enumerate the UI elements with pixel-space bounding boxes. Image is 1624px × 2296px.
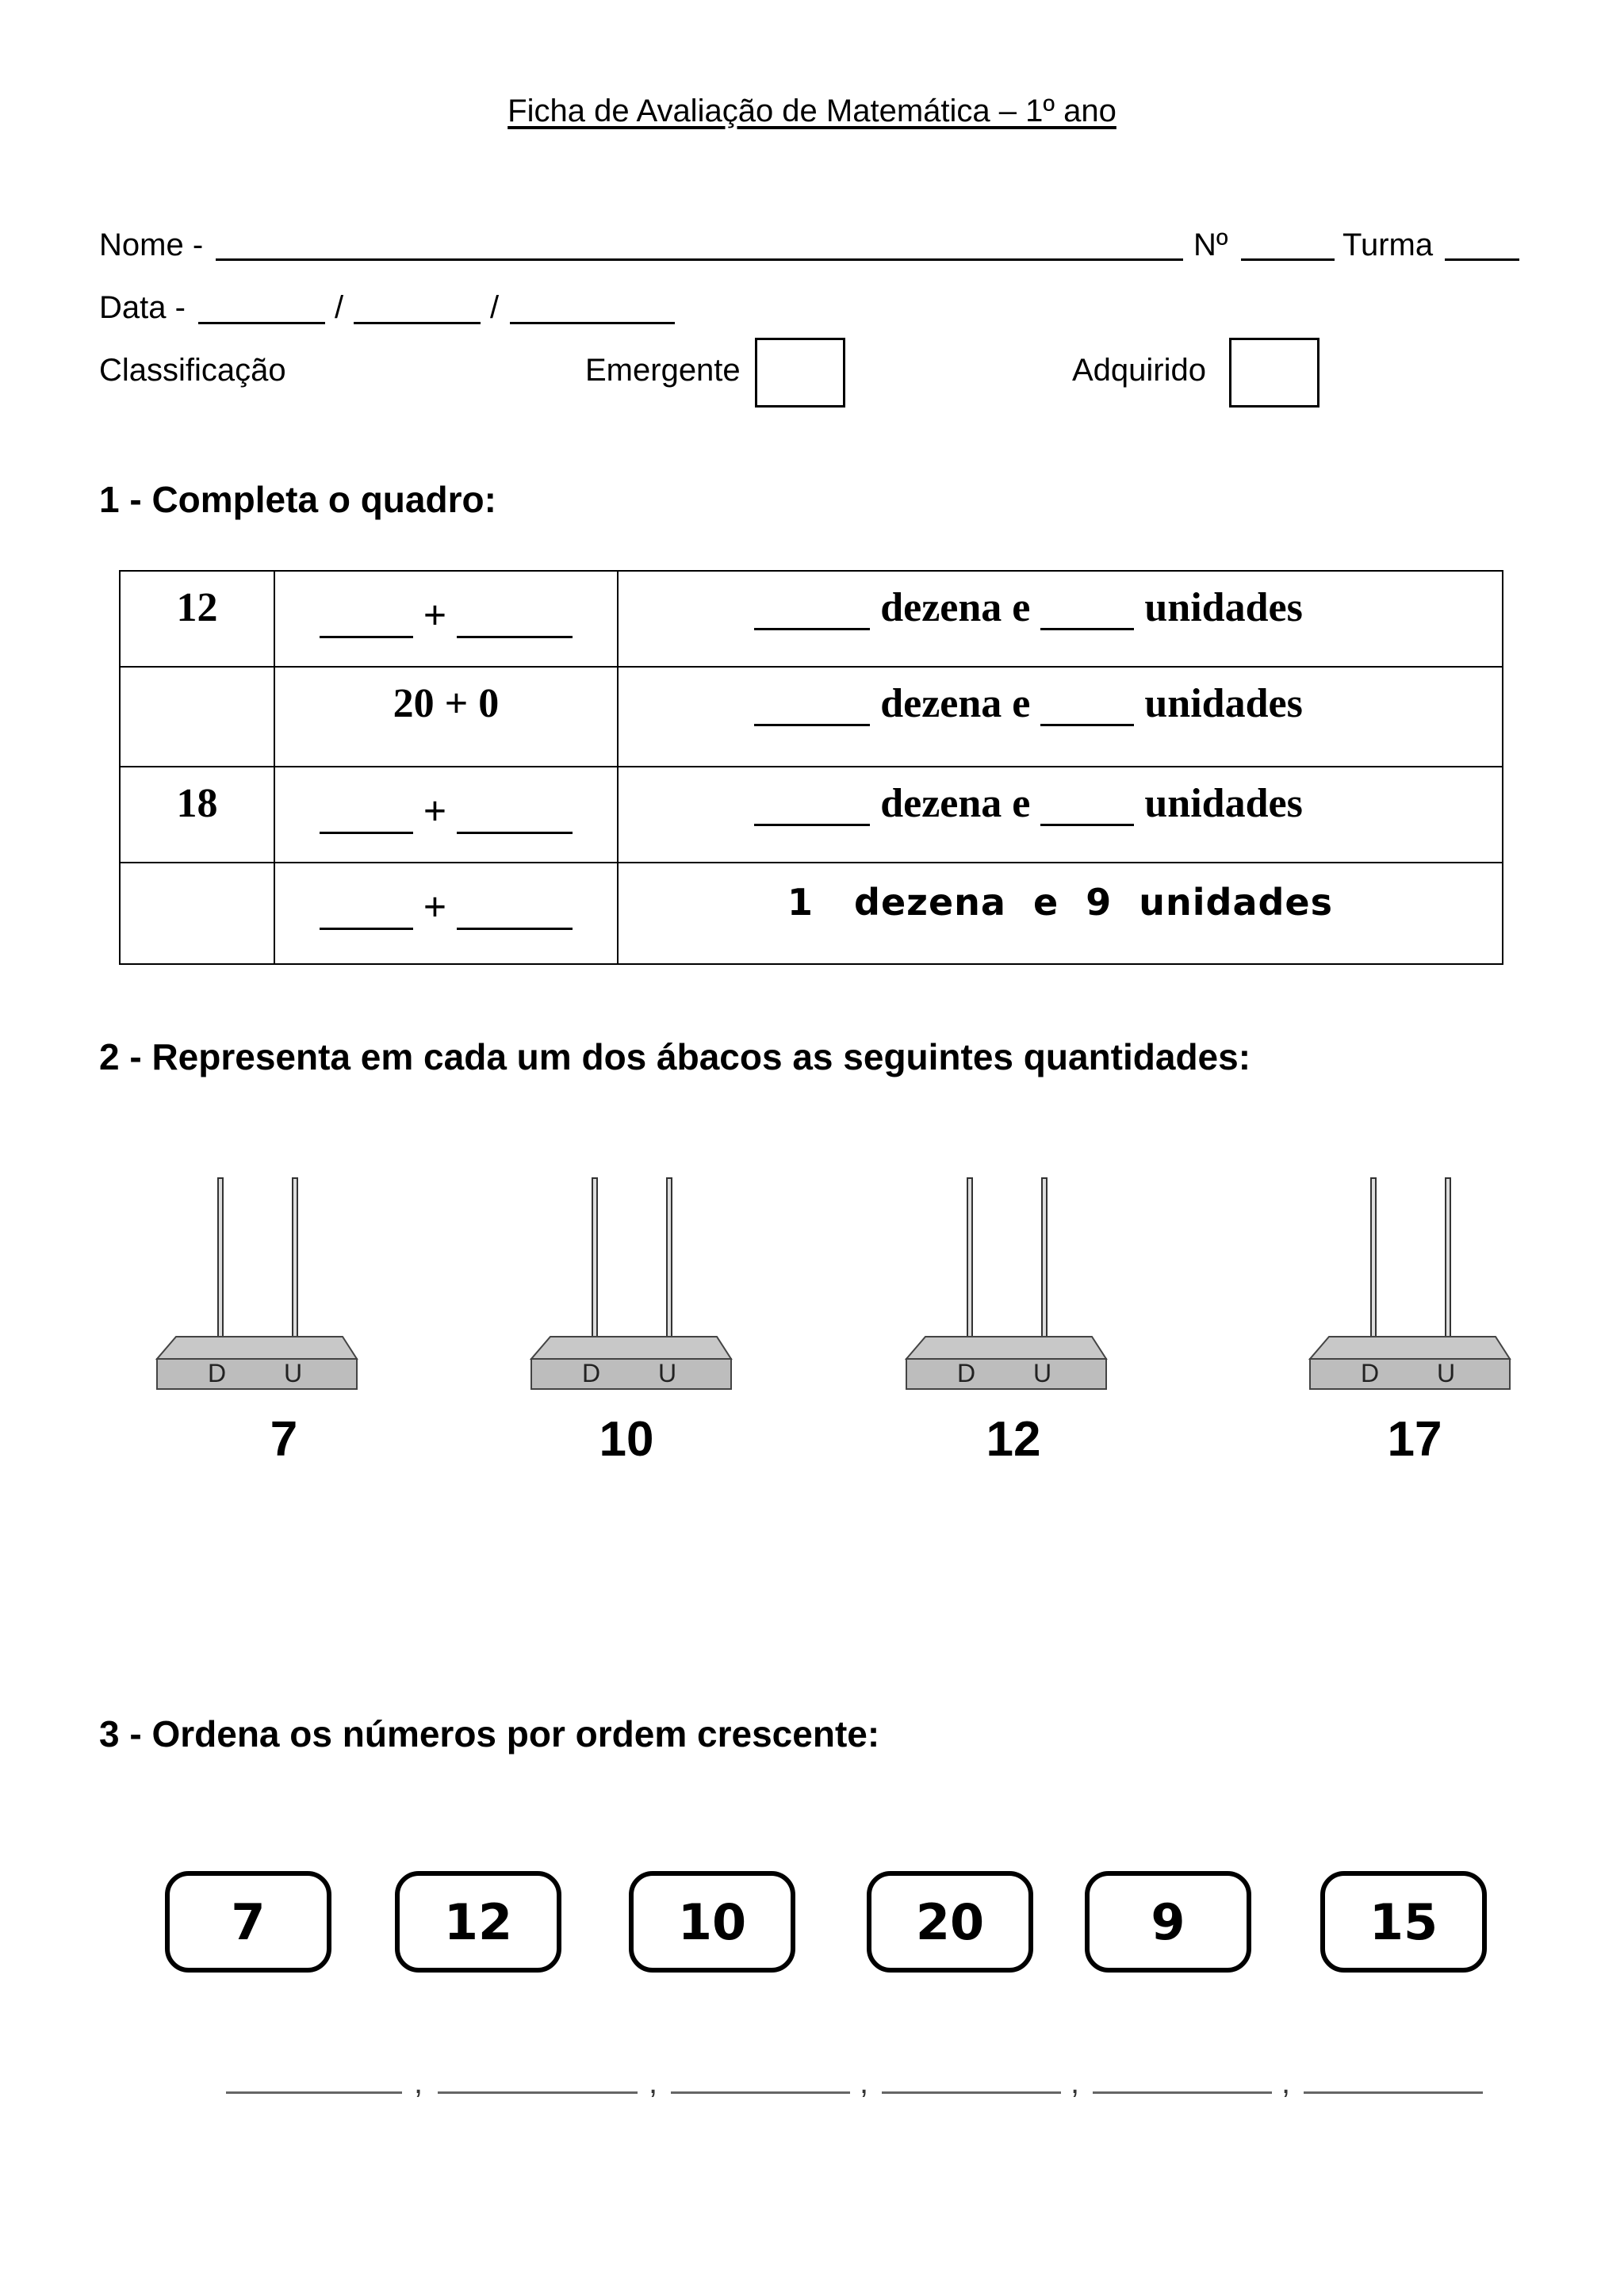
abacus-icon xyxy=(1308,1172,1515,1402)
number-card: 15 xyxy=(1320,1871,1487,1973)
answer-blank[interactable] xyxy=(226,2091,402,2094)
decomposition-cell: 20 + 0 xyxy=(274,667,618,767)
separator-comma: , xyxy=(860,2065,869,2100)
decomposition-cell[interactable]: + xyxy=(274,767,618,863)
number-cell[interactable] xyxy=(120,667,274,767)
separator-comma: , xyxy=(414,2065,423,2100)
number-cell[interactable] xyxy=(120,863,274,964)
place-value-cell: 1 dezena e 9 unidades xyxy=(618,863,1503,964)
place-value-cell[interactable]: dezena e unidades xyxy=(618,571,1503,667)
answer-blank[interactable] xyxy=(671,2091,850,2094)
units-label: U xyxy=(1033,1359,1052,1387)
table-row xyxy=(120,571,1503,667)
data-month-field[interactable] xyxy=(354,322,481,324)
question-1-heading: 1 - Completa o quadro: xyxy=(99,479,496,520)
decomposition-table xyxy=(119,570,1503,965)
question-2-heading: 2 - Representa em cada um dos ábacos as seguintes quantidades: xyxy=(99,1036,1251,1077)
emergente-checkbox[interactable] xyxy=(755,338,845,408)
adquirido-label: Adquirido xyxy=(1072,353,1207,388)
number-card: 7 xyxy=(165,1871,331,1973)
turma-label: Turma xyxy=(1342,228,1434,262)
table-row xyxy=(120,863,1503,964)
data-day-field[interactable] xyxy=(198,322,325,324)
nome-label: Nome - xyxy=(99,228,204,262)
question-3-heading: 3 - Ordena os números por ordem crescente: xyxy=(99,1713,880,1755)
abacus-icon xyxy=(905,1172,1111,1402)
quantity-label: 7 xyxy=(270,1412,298,1467)
abacus[interactable] xyxy=(155,1172,362,1402)
data-separator: / xyxy=(335,290,344,325)
quantity-label: 10 xyxy=(599,1412,654,1467)
data-separator: / xyxy=(490,290,500,325)
abacus[interactable] xyxy=(1308,1172,1515,1402)
tens-label: D xyxy=(957,1359,976,1387)
answer-blank[interactable] xyxy=(438,2091,638,2094)
turma-field[interactable] xyxy=(1445,258,1519,261)
classificacao-label: Classificação xyxy=(99,353,286,388)
quantity-label: 17 xyxy=(1387,1412,1442,1467)
separator-comma: , xyxy=(1071,2065,1080,2100)
tens-label: D xyxy=(582,1359,601,1387)
adquirido-checkbox[interactable] xyxy=(1229,338,1320,408)
abacus-icon xyxy=(530,1172,736,1402)
number-card: 12 xyxy=(395,1871,561,1973)
numero-label: Nº xyxy=(1193,228,1228,262)
units-label: U xyxy=(284,1359,303,1387)
number-card: 20 xyxy=(867,1871,1033,1973)
number-cell: 18 xyxy=(120,767,274,863)
quantity-label: 12 xyxy=(986,1412,1041,1467)
separator-comma: , xyxy=(1281,2065,1291,2100)
tens-label: D xyxy=(1361,1359,1380,1387)
answer-blank[interactable] xyxy=(882,2091,1061,2094)
place-value-cell[interactable]: dezena e unidades xyxy=(618,667,1503,767)
abacus[interactable] xyxy=(530,1172,736,1402)
nome-field[interactable] xyxy=(216,258,1183,261)
number-card: 10 xyxy=(629,1871,795,1973)
units-label: U xyxy=(658,1359,677,1387)
table-row xyxy=(120,767,1503,863)
page-title: Ficha de Avaliação de Matemática – 1º ano xyxy=(508,94,1116,128)
abacus-icon xyxy=(155,1172,362,1402)
data-year-field[interactable] xyxy=(510,322,675,324)
table-row xyxy=(120,667,1503,767)
decomposition-cell[interactable]: + xyxy=(274,863,618,964)
units-label: U xyxy=(1437,1359,1456,1387)
abacus[interactable] xyxy=(905,1172,1111,1402)
number-card: 9 xyxy=(1085,1871,1251,1973)
place-value-cell[interactable]: dezena e unidades xyxy=(618,767,1503,863)
numero-field[interactable] xyxy=(1241,258,1335,261)
decomposition-cell[interactable]: + xyxy=(274,571,618,667)
separator-comma: , xyxy=(649,2065,658,2100)
emergente-label: Emergente xyxy=(585,353,741,388)
tens-label: D xyxy=(208,1359,227,1387)
number-cell: 12 xyxy=(120,571,274,667)
answer-blank[interactable] xyxy=(1093,2091,1272,2094)
data-label: Data - xyxy=(99,290,186,325)
answer-blank[interactable] xyxy=(1304,2091,1483,2094)
